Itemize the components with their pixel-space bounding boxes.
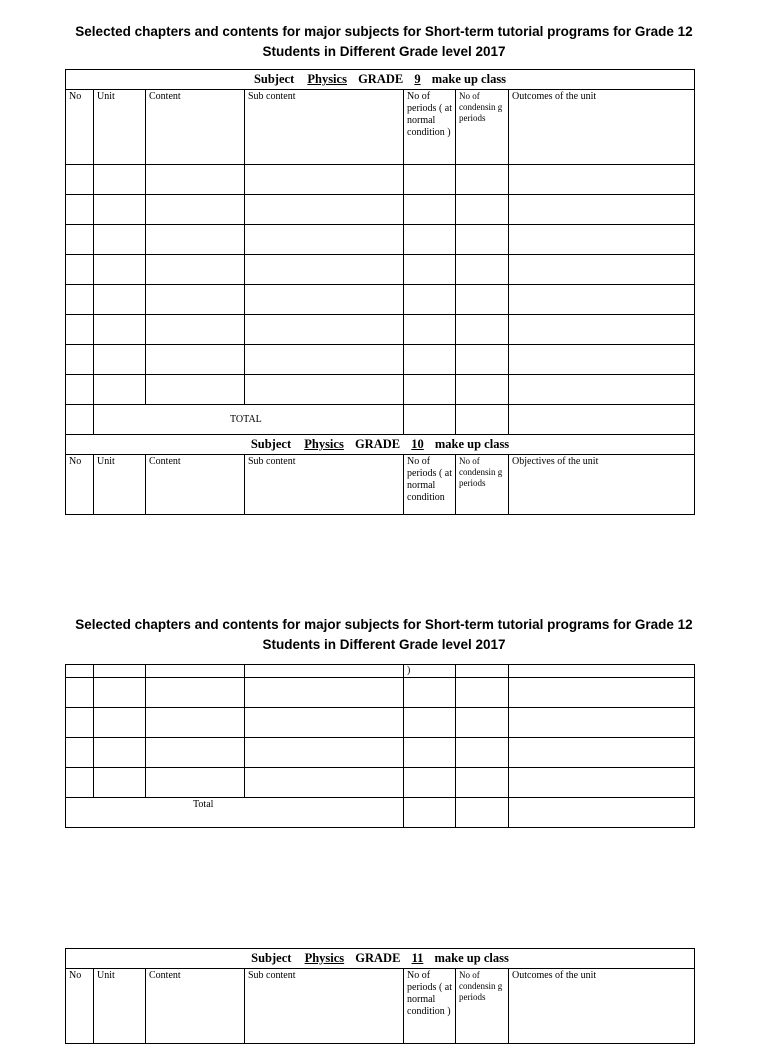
col-no: No [66, 455, 94, 515]
heading-line-2: Students in Different Grade level 2017 [262, 637, 506, 652]
col-sub-content: Sub content [245, 90, 404, 165]
col-periods: No of periods ( at normal condition ) [404, 90, 456, 165]
col-periods: No of periods ( at normal condition [404, 455, 456, 515]
table-row [66, 768, 695, 798]
col-condensing: No of condensin g periods [456, 90, 509, 165]
table-row [66, 345, 695, 375]
subject-value: Physics [307, 72, 347, 86]
heading-line-1: Selected chapters and contents for major subjects for Short-term tutorial programs for Grade 12 [75, 617, 693, 632]
grade11-title-row [66, 949, 695, 969]
subject-value: Physics [304, 951, 345, 965]
table-row [66, 225, 695, 255]
document-heading-page2 [40, 615, 728, 655]
grade9-title: Subject Physics GRADE 9 make up class [66, 70, 695, 90]
grade-value: 11 [411, 951, 424, 965]
grade-value: 9 [414, 72, 421, 86]
table-row [66, 285, 695, 315]
table-row [66, 255, 695, 285]
col-unit: Unit [94, 969, 146, 1044]
table-row [66, 165, 695, 195]
col-content: Content [146, 455, 245, 515]
grade11-header-row [66, 969, 695, 1044]
col-condensing: No of condensin g periods [456, 455, 509, 515]
grade9-title-row [66, 70, 695, 90]
grade9-table [65, 69, 695, 515]
grade11-title: Subject Physics GRADE 11 make up class [66, 949, 695, 969]
col-sub-content: Sub content [245, 455, 404, 515]
grade9-header-row [66, 90, 695, 165]
paren-continuation: ) [404, 665, 456, 678]
col-sub-content: Sub content [245, 969, 404, 1044]
grade9-total-row [66, 405, 695, 435]
total-label: TOTAL [230, 413, 262, 425]
grade10-table-continued [65, 664, 695, 828]
table-row [66, 195, 695, 225]
table-row [66, 738, 695, 768]
table-row [66, 678, 695, 708]
total-label: Total [193, 799, 214, 810]
grade10-header-row [66, 455, 695, 515]
col-condensing: No of condensin g periods [456, 969, 509, 1044]
col-no: No [66, 90, 94, 165]
grade11-table [65, 948, 695, 1044]
col-unit: Unit [94, 455, 146, 515]
col-periods: No of periods ( at normal condition ) [404, 969, 456, 1044]
subject-value: Physics [304, 437, 344, 451]
grade-value: 10 [411, 437, 424, 451]
document-heading [40, 22, 728, 62]
table-row [66, 315, 695, 345]
grade10-total-row [66, 798, 695, 828]
col-content: Content [146, 90, 245, 165]
col-objectives: Objectives of the unit [509, 455, 695, 515]
col-content: Content [146, 969, 245, 1044]
heading-line-2: Students in Different Grade level 2017 [262, 44, 506, 59]
col-outcomes: Outcomes of the unit [509, 969, 695, 1044]
col-unit: Unit [94, 90, 146, 165]
col-outcomes: Outcomes of the unit [509, 90, 695, 165]
grade10-title: Subject Physics GRADE 10 make up class [66, 435, 695, 455]
grade10-title-row [66, 435, 695, 455]
heading-line-1: Selected chapters and contents for major subjects for Short-term tutorial programs for Grade 12 [75, 24, 693, 39]
grade10-header-continued [66, 665, 695, 678]
table-row [66, 708, 695, 738]
col-no: No [66, 969, 94, 1044]
table-row [66, 375, 695, 405]
